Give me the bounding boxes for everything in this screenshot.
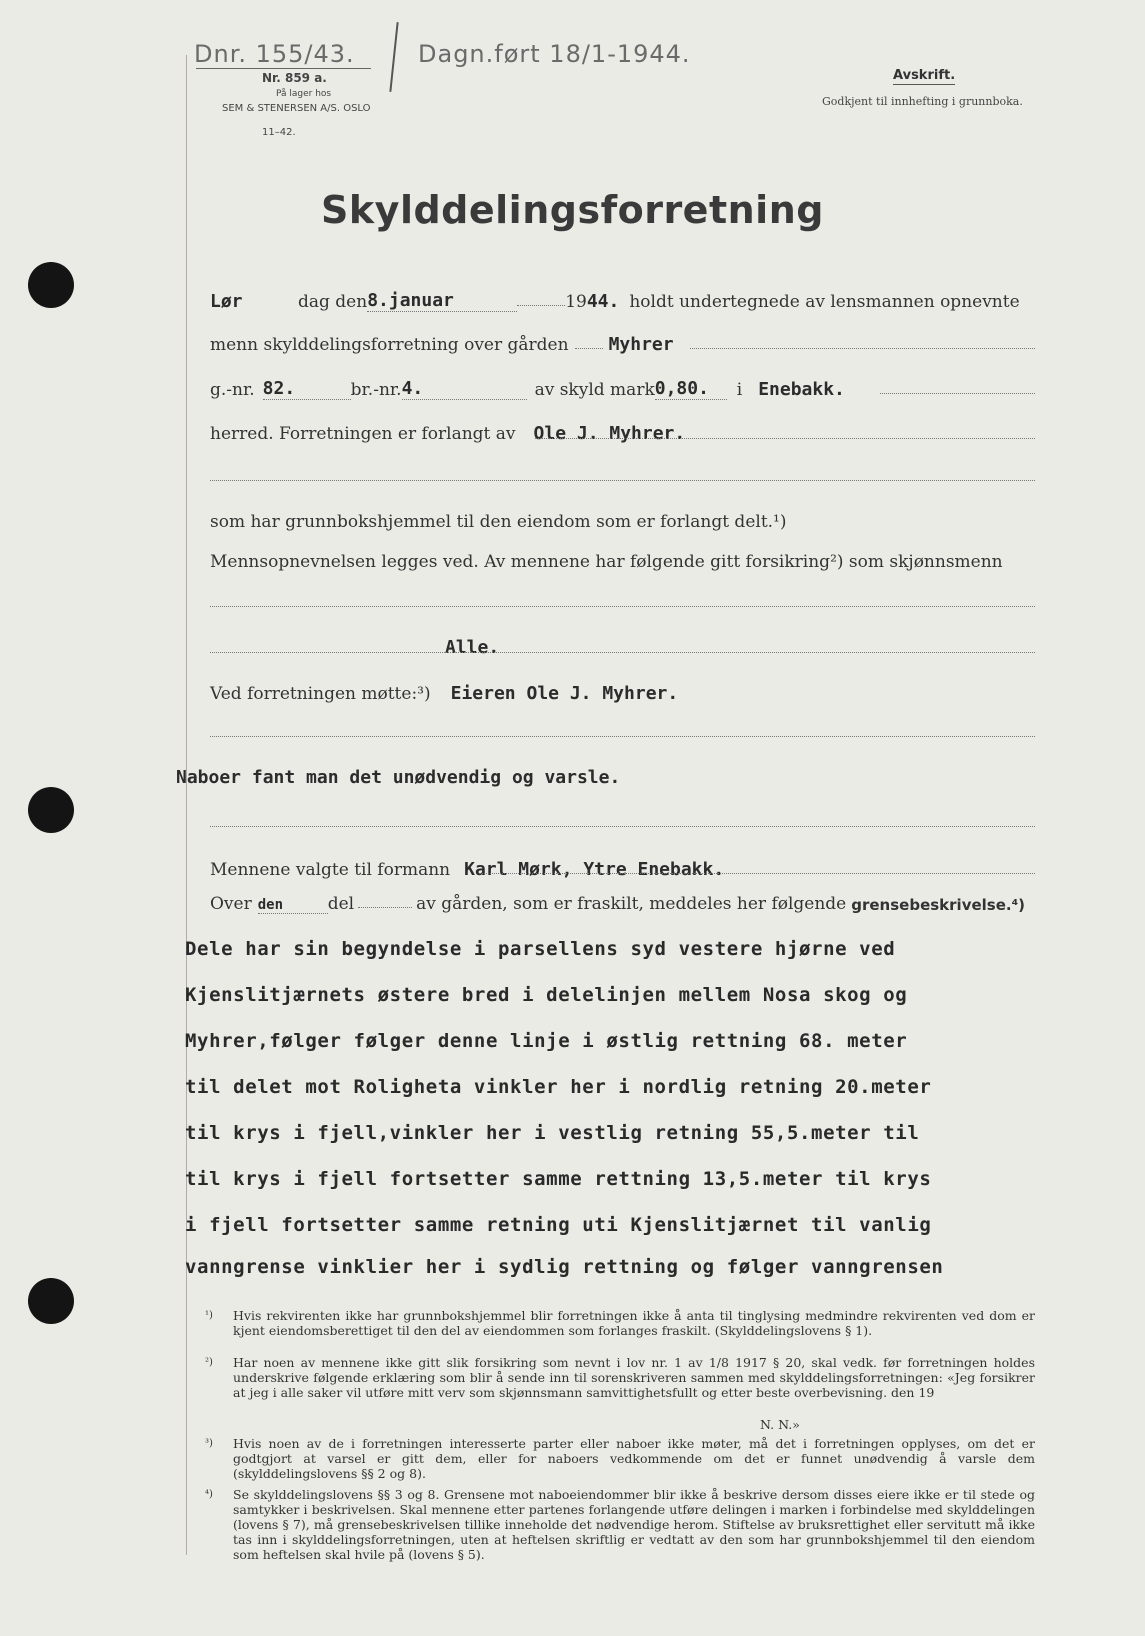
punch-hole-bottom	[28, 1278, 74, 1324]
alle-value: Alle.	[445, 637, 500, 658]
requester-rule	[535, 438, 1035, 439]
godkjent-label: Godkjent til innhefting i grunnboka.	[822, 95, 1023, 108]
formann-value: Karl Mørk, Ytre Enebakk.	[464, 859, 725, 880]
del-dots	[358, 906, 412, 908]
naboer-rule	[210, 826, 1035, 827]
skyld-value: 0,80.	[655, 378, 727, 400]
document-title: Skylddelingsforretning	[321, 188, 824, 232]
footnote-1-text: Hvis rekvirenten ikke har grunnbokshjemmel blir forretningen ikke å anta til tinglysing medmindre rekvirenten ved dom er kjent eiendomsberettiget til den del av eiendommen som forlanges fraskilt. (Skylddelingslovens § 1).	[233, 1308, 1035, 1338]
footnote-1-number: ¹)	[205, 1310, 213, 1321]
footnote-2-signature-text: N. N.»	[760, 1417, 800, 1432]
description-line-2: Kjenslitjærnets østere bred i delelinjen mellem Nosa skog og	[185, 984, 908, 1006]
place-rule	[880, 393, 1035, 394]
printer-line-2: SEM & STENERSEN A/S. OSLO	[222, 103, 371, 114]
ved-line	[210, 674, 678, 704]
garden-rule	[690, 348, 1035, 349]
blank-rule-2	[210, 606, 1035, 607]
footnote-4	[205, 1487, 1035, 1562]
brnr-label: br.-nr.	[350, 380, 402, 400]
naboer-value: Naboer fant man det unødvendig og varsle.	[176, 767, 621, 788]
brnr-value: 4.	[402, 378, 527, 400]
footnote-3-number: ³)	[205, 1438, 213, 1449]
garden-dots	[575, 347, 603, 349]
requester-value: Ole J. Myhrer.	[533, 423, 686, 444]
form-line-garden	[210, 325, 674, 355]
year-value: 44.	[586, 291, 620, 312]
pen-stroke	[389, 22, 398, 92]
dag-den-label: dag den	[298, 292, 368, 312]
over-value: den	[258, 897, 328, 914]
avskrift-label: Avskrift.	[893, 68, 956, 83]
printer-line-1: På lager hos	[276, 89, 332, 99]
form-line-gnr	[210, 370, 845, 400]
form-line-requester	[210, 414, 685, 444]
gnr-label: g.-nr.	[210, 380, 255, 400]
ved-label: Ved forretningen møtte:³)	[210, 684, 431, 704]
formann-line	[210, 850, 724, 880]
blank-rule-1	[210, 480, 1035, 481]
footnote-2-text: Har noen av mennene ikke gitt slik forsikring som nevnt i lov nr. 1 av 1/8 1917 § 20, skal vedk. før forretningen holdes underskrive følgende erklæring som blir å sende inn til sorenskriveren sammen med skylddelingsforretningen: «Jeg forsikrer at jeg i alle saker vil utføre mitt verv som skjønnsmann samvittighetsfullt og etter beste overbevisning. den 19	[233, 1355, 1035, 1400]
description-line-8: vanngrense vinklier her i sydlig rettning og følger vanngrensen	[185, 1256, 944, 1278]
footnote-3	[205, 1436, 1035, 1481]
garden-value: Myhrer	[608, 334, 674, 355]
description-line-5: til krys i fjell,vinkler her i vestlig retning 55,5.meter til	[185, 1122, 920, 1144]
menn-text: menn skylddelingsforretning over gården	[210, 335, 569, 355]
i-label: i	[736, 380, 743, 400]
printer-line-3: 11–42.	[262, 127, 296, 138]
punch-hole-top	[28, 262, 74, 308]
year-prefix: 19	[565, 292, 587, 312]
form-line-date	[210, 282, 1020, 312]
dnr-underline	[196, 68, 371, 69]
footnote-2	[205, 1355, 1035, 1400]
footnote-4-number: ⁴)	[205, 1489, 213, 1500]
footnote-1	[205, 1308, 1035, 1338]
margin-line	[186, 55, 187, 1555]
place-value: Enebakk.	[758, 379, 845, 400]
mennsop-line: Mennsopnevnelsen legges ved. Av mennene har følgende gitt forsikring²) som skjønnsmenn	[210, 552, 1003, 572]
dagn-handwritten: Dagn.ført 18/1-1944.	[418, 40, 691, 68]
ved-rule	[210, 736, 1035, 737]
formann-label: Mennene valgte til formann	[210, 860, 451, 880]
alle-rule	[210, 652, 1035, 653]
footnote-2-signature	[760, 1417, 880, 1432]
footnote-2-number: ²)	[205, 1357, 213, 1368]
over-rest: av gården, som er fraskilt, meddeles her følgende	[416, 894, 847, 914]
herred-text: herred. Forretningen er forlangt av	[210, 424, 516, 444]
description-line-1: Dele har sin begyndelse i parsellens syd vestere hjørne ved	[185, 938, 896, 960]
description-line-3: Myhrer,følger følger denne linje i østlig rettning 68. meter	[185, 1030, 908, 1052]
footnote-3-text: Hvis noen av de i forretningen interesserte parter eller naboer ikke møter, må det i forretningen opplyses, om det er godtgjort at varsel er gitt dem, eller for naboers vedkommende om det er funnet unødvendig å varsle dem (skylddelingslovens §§ 2 og 8).	[233, 1436, 1035, 1481]
formann-rule	[480, 873, 1035, 874]
ved-value: Eieren Ole J. Myhrer.	[450, 683, 679, 704]
gnr-value: 82.	[263, 378, 351, 400]
grunnbok-line: som har grunnbokshjemmel til den eiendom som er forlangt delt.¹)	[210, 512, 787, 532]
footnote-4-text: Se skylddelingslovens §§ 3 og 8. Grensene mot naboeiendommer blir ikke å beskrive dersom disses eiere ikke er til stede og samtykker i beskrivelsen. Skal mennene etter partenes forlangende utføre delingen i marken i forbindelse med skylddelingen (lovens § 7), må grensebeskrivelsen tillike inneholde det nødvendige herom. Stiftelse av bruksrettighet eller servitutt må ikke tas inn i skylddelingsforretningen, uten at heftelsen skriftlig er vedtatt av den som har grunnbokshjemmel til den eiendom som heftelsen skal hvile på (lovens § 5).	[233, 1487, 1035, 1562]
description-line-4: til delet mot Roligheta vinkler her i nordlig retning 20.meter	[185, 1076, 932, 1098]
over-line	[210, 884, 1025, 914]
form-number: Nr. 859 a.	[262, 71, 327, 85]
description-line-7: i fjell fortsetter samme retning uti Kjenslitjærnet til vanlig	[185, 1214, 932, 1236]
date-value: 8.januar	[367, 290, 517, 312]
day-value: Lør	[210, 291, 243, 312]
del-label: del	[327, 894, 355, 914]
naboer-line	[176, 758, 620, 788]
date-dots	[517, 304, 565, 306]
skyld-label: av skyld mark	[534, 380, 655, 400]
grense-label: grensebeskrivelse.⁴)	[851, 896, 1026, 914]
over-label: Over	[210, 894, 252, 914]
holdt-text: holdt undertegnede av lensmannen opnevnte	[629, 292, 1020, 312]
dnr-handwritten: Dnr. 155/43.	[194, 40, 355, 68]
alle-line	[445, 628, 499, 658]
punch-hole-middle	[28, 787, 74, 833]
description-line-6: til krys i fjell fortsetter samme rettning 13,5.meter til krys	[185, 1168, 932, 1190]
